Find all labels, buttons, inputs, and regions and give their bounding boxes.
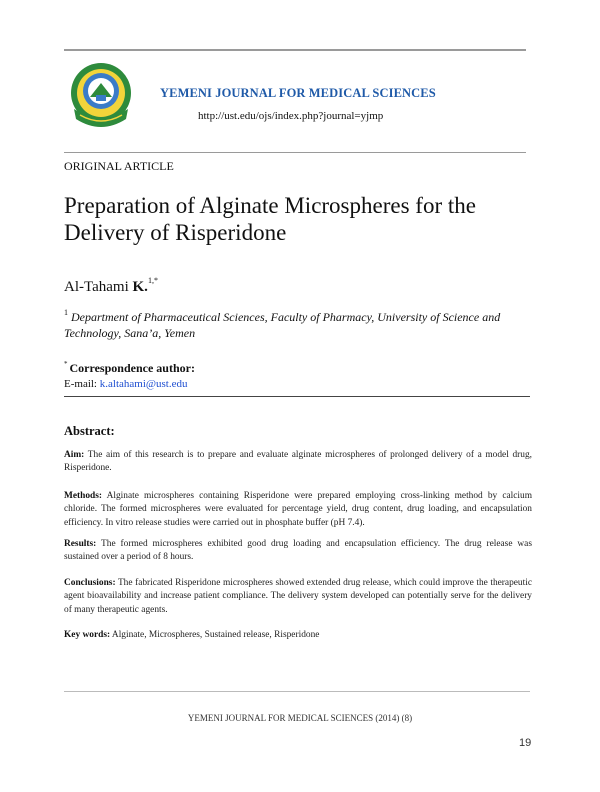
journal-name: YEMENI JOURNAL FOR MEDICAL SCIENCES: [160, 86, 436, 100]
email-label: E-mail:: [64, 378, 100, 390]
correspondence-divider: [64, 396, 530, 397]
author-initial: K.: [132, 279, 148, 295]
page-number: 19: [519, 737, 532, 749]
keywords-text: Alginate, Microspheres, Sustained release, Risperidone: [110, 630, 320, 640]
email-line: [64, 378, 187, 390]
header-divider: [64, 152, 526, 153]
correspondence-heading: [64, 360, 195, 376]
affiliation-superscript: 1: [64, 308, 68, 317]
abstract-results: [64, 538, 532, 565]
results-label: Results:: [64, 539, 97, 549]
top-rule: [64, 49, 526, 51]
author-name: Al-Tahami: [64, 279, 133, 295]
email-link[interactable]: k.altahami@ust.edu: [99, 378, 188, 390]
affiliation-text: Department of Pharmaceutical Sciences, Faculty of Pharmacy, University of Science and Technology, Sana’a, Yemen: [64, 310, 501, 340]
author-superscript: 1,*: [147, 276, 158, 285]
aim-label: Aim:: [64, 450, 85, 460]
results-text: The formed microspheres exhibited good drug loading and encapsulation efficiency. The drug release was sustained over a period of 8 hours.: [64, 539, 532, 563]
conclusions-label: Conclusions:: [64, 578, 116, 588]
affiliation: [64, 305, 534, 341]
conclusions-text: The fabricated Risperidone microspheres showed extended drug release, which could improve the therapeutic agent bioavailability and increase patient compliance. The delivery system developed can potentially serve for the delivery of many therapeutic agents.: [64, 578, 532, 615]
abstract-methods: [64, 490, 532, 530]
abstract-aim: [64, 449, 532, 476]
methods-text: Alginate microspheres containing Risperidone were prepared employing cross-linking method by calcium chloride. The formed microspheres were evaluated for percentage yield, drug content, drug loading, and encapsulation efficiency. In vitro release studies were carried out in phosphate buffer (pH 7.4).: [64, 491, 532, 528]
article-title-line1: Preparation of Alginate Microspheres for the: [64, 193, 476, 218]
footer-journal-citation: YEMENI JOURNAL FOR MEDICAL SCIENCES (2014) (8): [187, 713, 413, 723]
footer-divider: [64, 691, 530, 692]
journal-url[interactable]: http://ust.edu/ojs/index.php?journal=yjmp: [198, 110, 384, 122]
article-title-line2: Delivery of Risperidone: [64, 220, 287, 245]
correspondence-label: Correspondence author:: [69, 361, 195, 375]
article-type: ORIGINAL ARTICLE: [64, 159, 174, 173]
keywords-label: Key words:: [64, 630, 111, 640]
abstract-keywords: [64, 629, 532, 642]
university-logo-icon: [68, 57, 134, 134]
author: [64, 276, 158, 296]
correspondence-superscript: *: [64, 360, 68, 368]
methods-label: Methods:: [64, 491, 103, 501]
aim-text: The aim of this research is to prepare and evaluate alginate microspheres of prolonged delivery of a model drug, Risperidone.: [64, 450, 532, 474]
abstract-conclusions: [64, 577, 532, 617]
abstract-heading: Abstract:: [64, 424, 115, 438]
